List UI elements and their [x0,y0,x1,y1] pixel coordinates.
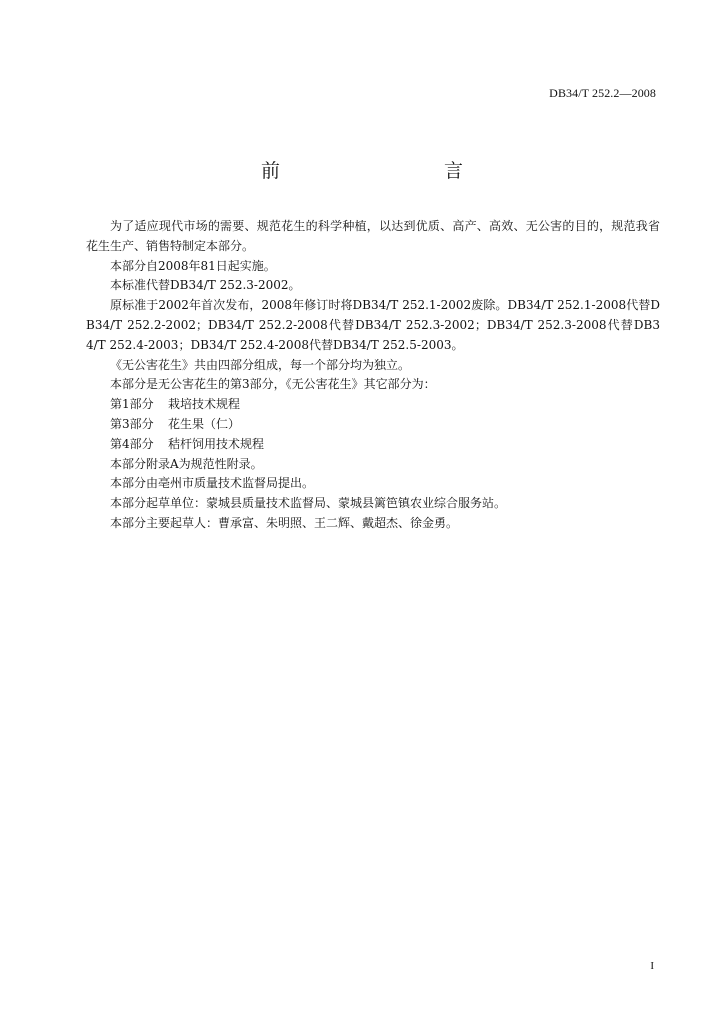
part-item [86,415,660,435]
part-name: 花生果（仁） [168,416,241,431]
foreword-body [86,217,660,534]
paragraph-appendix: 本部分附录A为规范性附录。 [110,456,263,471]
paragraph-drafters: 本部分主要起草人：曹承富、朱明照、王二辉、戴超杰、徐金勇。 [110,515,459,530]
part-item [86,435,660,455]
paragraph-drafting-units: 本部分起草单位：蒙城县质量技术监督局、蒙城县篱笆镇农业综合服务站。 [110,496,507,511]
part-number: 第4部分 [110,436,154,451]
paragraph-purpose: 为了适应现代市场的需要、规范花生的科学种植，以达到优质、高产、高效、无公害的目的，规范我省花生生产、销售特制定本部分。 [86,219,660,253]
part-number: 第1部分 [110,397,154,412]
part-number: 第3部分 [110,416,154,431]
paragraph-effective-date: 本部分自2008年81日起实施。 [110,258,276,273]
paragraph-other-parts: 本部分是无公害花生的第3部分，《无公害花生》其它部分为： [110,377,436,392]
paragraph-replaces: 本标准代替DB34/T 252.3-2002。 [110,278,301,293]
part-name: 栽培技术规程 [168,397,241,412]
standard-code: DB34/T 252.2—2008 [549,86,656,100]
page-number: I [650,960,654,972]
part-item [86,395,660,415]
part-name: 秸杆饲用技术规程 [168,436,265,451]
page-title: 前 言 [260,160,505,182]
paragraph-history: 原标准于2002年首次发布，2008年修订时将DB34/T 252.1-2002废除。DB34/T 252.1-2008代替DB34/T 252.2-2002；DB34/T 252.2-2008代替DB34/T 252.3-2002；DB34/T 252.3-2008代替DB34/T 252.4-2003；DB34/T 252.4-2008代替DB34/T 252.5-2003。 [86,298,660,352]
paragraph-proposer: 本部分由亳州市质量技术监督局提出。 [110,476,315,491]
paragraph-composition: 《无公害花生》共由四部分组成，每一个部分均为独立。 [110,357,411,372]
